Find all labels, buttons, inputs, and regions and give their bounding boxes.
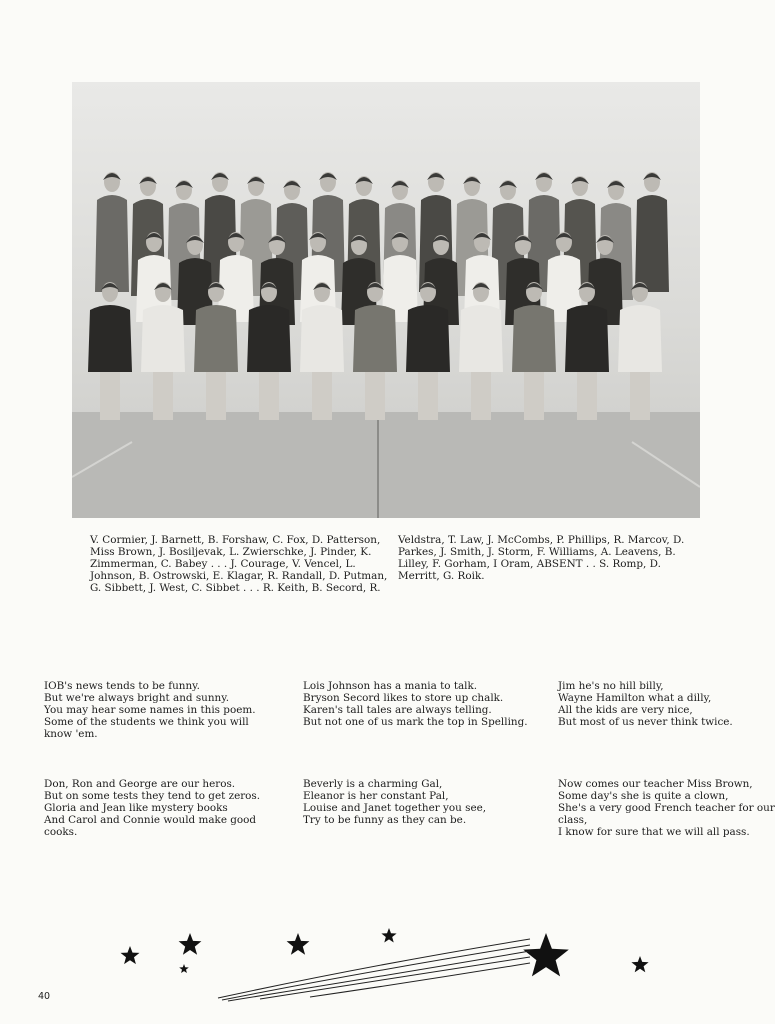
poem-line: And Carol and Connie would make good	[44, 814, 257, 826]
poem-line: Jim he's no hill billy,	[558, 680, 664, 692]
poem-line: But not one of us mark the top in Spelling.	[303, 716, 528, 728]
person-body	[141, 305, 185, 372]
poem-line: Eleanor is her constant Pal,	[303, 790, 449, 802]
person-body	[194, 305, 238, 372]
star-icon	[287, 933, 310, 955]
poem-line: Bryson Secord likes to store up chalk.	[303, 692, 504, 704]
poem-line: class,	[558, 814, 588, 826]
poem-line: Now comes our teacher Miss Brown,	[558, 778, 753, 790]
person-legs	[365, 372, 385, 420]
caption-line: Veldstra, T. Law, J. McCombs, P. Phillips, R. Marcov, D.	[398, 534, 685, 546]
person-body	[635, 195, 669, 292]
person-body	[88, 305, 132, 372]
poem-stanza-5	[303, 778, 486, 826]
caption-line: Miss Brown, J. Bosiljevak, L. Zwierschke, J. Pinder, K.	[90, 546, 372, 558]
caption-names-left	[90, 534, 388, 594]
star-icon	[381, 928, 396, 943]
person-legs	[524, 372, 544, 420]
poem-line: But on some tests they tend to get zeros.	[44, 790, 261, 802]
poem-line: Lois Johnson has a mania to talk.	[303, 680, 478, 692]
caption-line: Lilley, F. Gorham, I Oram, ABSENT . . S. Romp, D.	[398, 558, 661, 570]
star-icon	[631, 956, 648, 972]
caption-line: Zimmerman, C. Babey . . . J. Courage, V. Vencel, L.	[90, 558, 356, 570]
person-body	[247, 305, 291, 372]
poem-line: But most of us never think twice.	[558, 716, 733, 728]
poem-line: But we're always bright and sunny.	[44, 692, 230, 704]
class-photo-image	[72, 82, 700, 518]
poem-line: Some day's she is quite a clown,	[558, 790, 729, 802]
caption-line: Johnson, B. Ostrowski, E. Klagar, R. Randall, D. Putman,	[90, 570, 388, 582]
poem-line: I know for sure that we will all pass.	[558, 826, 750, 838]
poem-stanza-3	[558, 680, 733, 728]
person-legs	[153, 372, 173, 420]
poem-line: All the kids are very nice,	[558, 704, 693, 716]
star-icon	[121, 946, 140, 964]
person-legs	[312, 372, 332, 420]
poem-line: Beverly is a charming Gal,	[303, 778, 443, 790]
person-legs	[206, 372, 226, 420]
poem-line: cooks.	[44, 826, 78, 838]
poem-line: Try to be funny as they can be.	[303, 814, 467, 826]
star-icon	[179, 964, 189, 973]
person-legs	[577, 372, 597, 420]
poem-line: Louise and Janet together you see,	[303, 802, 487, 814]
star-icon	[523, 933, 569, 976]
poem-line: Some of the students we think you will	[44, 716, 249, 728]
poem-line: She's a very good French teacher for our	[558, 802, 775, 814]
poem-line: know 'em.	[44, 728, 98, 740]
star-icon	[179, 933, 202, 955]
person-body	[406, 305, 450, 372]
person-legs	[259, 372, 279, 420]
person-body	[459, 305, 503, 372]
person-legs	[418, 372, 438, 420]
caption-line: Parkes, J. Smith, J. Storm, F. Williams, A. Leavens, B.	[398, 546, 676, 558]
person-body	[300, 305, 344, 372]
person-legs	[630, 372, 650, 420]
page-number: 40	[38, 991, 51, 1002]
poem-line: You may hear some names in this poem.	[44, 704, 256, 716]
person-body	[512, 305, 556, 372]
poem-line: Wayne Hamilton what a dilly,	[558, 692, 712, 704]
person-body	[353, 305, 397, 372]
person-body	[618, 305, 662, 372]
person-body	[565, 305, 609, 372]
poem-stanza-1	[44, 680, 256, 740]
poem-line: Karen's tall tales are always telling.	[303, 704, 492, 716]
caption-line: V. Cormier, J. Barnett, B. Forshaw, C. Fox, D. Patterson,	[90, 534, 381, 546]
poem-stanza-2	[303, 680, 528, 728]
caption-line: G. Sibbett, J. West, C. Sibbet . . . R. Keith, B. Secord, R.	[90, 582, 381, 594]
poem-stanza-6	[558, 778, 775, 838]
person-legs	[471, 372, 491, 420]
caption-names-right	[398, 534, 686, 582]
caption-line: Merritt, G. Roik.	[398, 570, 485, 582]
poem-line: Don, Ron and George are our heros.	[44, 778, 236, 790]
person-legs	[100, 372, 120, 420]
shooting-star-icon	[110, 925, 660, 1005]
person-body	[95, 195, 129, 292]
poem-line: Gloria and Jean like mystery books	[44, 802, 228, 814]
class-photo	[72, 82, 700, 518]
poem-line: IOB's news tends to be funny.	[44, 680, 200, 692]
poem-stanza-4	[44, 778, 260, 838]
